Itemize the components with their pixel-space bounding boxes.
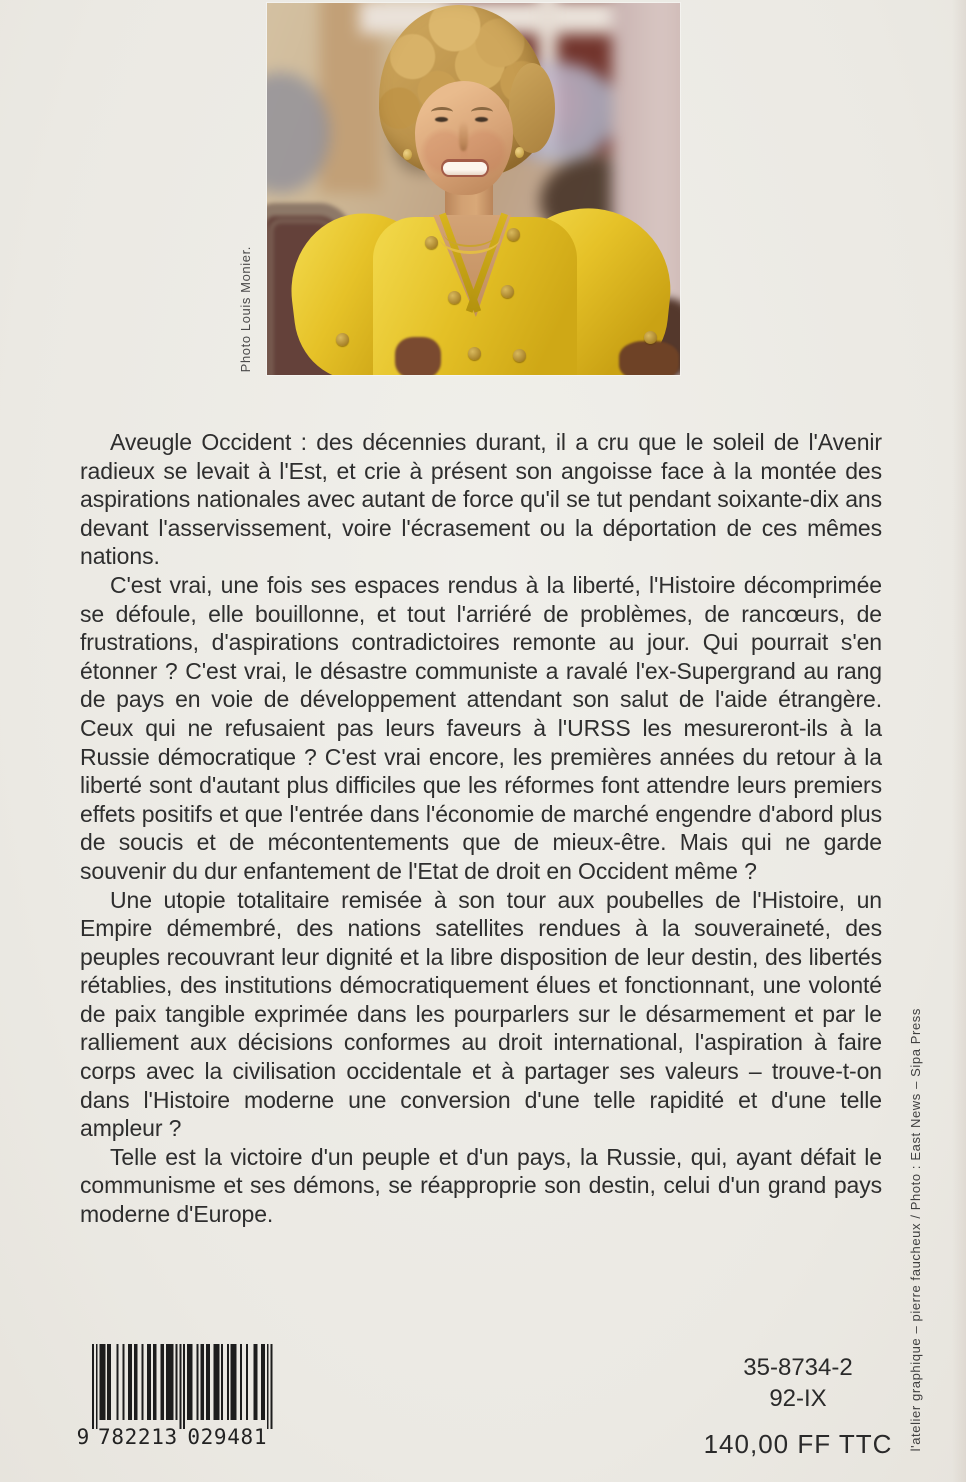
- back-cover-paragraph: Aveugle Occident : des décennies durant, il a cru que le soleil de l'Avenir radieux se levait à l'Est, et crie à présent son angoisse face à la montée des aspirations nationales avec autant de force qu'il se tut pendant soixante-dix ans devant l'asservissement, voire l'écrasement ou la déportation de ces mêmes nations.: [80, 429, 882, 570]
- back-cover-paragraph: Une utopie totalitaire remisée à son tour aux poubelles de l'Histoire, un Empire démembré, des nations satellites rendues à la souveraineté, des peuples recouvrant leur dignité et la libre disposition de leur destin, des libertés rétablies, des institutions démocratiquement élues et fonctionnant, une volonté de paix tangible exprimée dans les pourparlers sur le désarmement et par le ralliement aux décisions conformes au droit international, l'aspiration à faire corps avec la civilisation occidentale et à partager ses valeurs – trouve-t-on dans l'Histoire moderne une conversion d'une telle rapidité et d'une telle ampleur ?: [80, 886, 882, 1142]
- back-cover-paragraph: C'est vrai, une fois ses espaces rendus à la liberté, l'Histoire décomprimée se défoule, elle bouillonne, et tout l'arriéré de problèmes, de rancœurs, de frustrations, d'aspirations contradictoires remonte au jour. Qui pourrait s'en étonner ? C'est vrai, le désastre communiste a ravalé l'ex-Supergrand au rang de pays en voie de développement attendant son salut de l'aide étrangère. Ceux qui ne refusaient pas leurs faveurs à l'URSS les mesureront-ils à la Russie démocratique ? C'est vrai encore, les premières années du retour à la liberté sont d'autant plus difficiles que les réformes font attendre leurs premiers effets positifs et que l'entrée dans l'économie de marché engendre d'abord plus de soucis et de mécontentements que de mieux-être. Mais qui ne garde souvenir du dur enfantement de l'Etat de droit en Occident même ?: [80, 571, 882, 884]
- cuff-button: [336, 333, 349, 346]
- svg-text:8: 8: [111, 1425, 124, 1449]
- publisher-code: 35-8734-2: [743, 1354, 853, 1381]
- edition-code: 92-IX: [769, 1385, 827, 1412]
- eyebrow: [471, 107, 493, 117]
- eye: [435, 117, 448, 122]
- design-credit: l'atelier graphique – pierre faucheux / Photo : East News – Sipa Press: [908, 1008, 923, 1452]
- jacket-button: [448, 291, 461, 304]
- svg-text:2: 2: [124, 1425, 138, 1449]
- svg-text:9: 9: [213, 1425, 227, 1449]
- forearm: [619, 341, 679, 375]
- eyebrow: [431, 107, 453, 117]
- author-portrait-photo: [267, 3, 680, 375]
- earring: [403, 149, 412, 160]
- face: [415, 81, 513, 195]
- svg-text:2: 2: [200, 1425, 214, 1449]
- price: 140,00 FF TTC: [703, 1429, 893, 1459]
- eye: [475, 117, 488, 122]
- portrait-subject: [267, 3, 680, 375]
- svg-text:3: 3: [164, 1425, 178, 1449]
- photo-credit: Photo Louis Monier.: [238, 246, 253, 373]
- nose: [459, 121, 468, 151]
- svg-text:8: 8: [240, 1425, 254, 1449]
- ean13-barcode: [76, 1344, 286, 1455]
- jacket-button: [507, 228, 520, 241]
- svg-text:1: 1: [253, 1425, 267, 1449]
- barcode-bars: [76, 1344, 286, 1450]
- publisher-codes: [698, 1352, 898, 1460]
- svg-text:0: 0: [187, 1425, 200, 1449]
- svg-text:2: 2: [137, 1425, 151, 1449]
- back-cover-text: [80, 428, 882, 1229]
- gold-necklace: [443, 217, 497, 247]
- hair: [509, 63, 555, 153]
- jacket-button: [501, 285, 514, 298]
- back-cover-paragraph: Telle est la victoire d'un peuple et d'un pays, la Russie, qui, ayant défait le communisme et ses démons, se réapproprie son destin, celui d'un grand pays moderne d'Europe.: [80, 1143, 882, 1228]
- svg-text:7: 7: [98, 1425, 111, 1449]
- svg-text:4: 4: [227, 1425, 240, 1449]
- smile: [441, 159, 489, 177]
- scan-edge-shadow: [952, 0, 966, 1482]
- forearm: [395, 337, 441, 375]
- jacket-button: [468, 347, 481, 360]
- cuff-button: [644, 331, 657, 344]
- jacket-button: [513, 349, 526, 362]
- jacket-button: [425, 236, 438, 249]
- svg-text:1: 1: [151, 1425, 164, 1449]
- svg-text:9: 9: [76, 1425, 90, 1449]
- earring: [515, 147, 524, 158]
